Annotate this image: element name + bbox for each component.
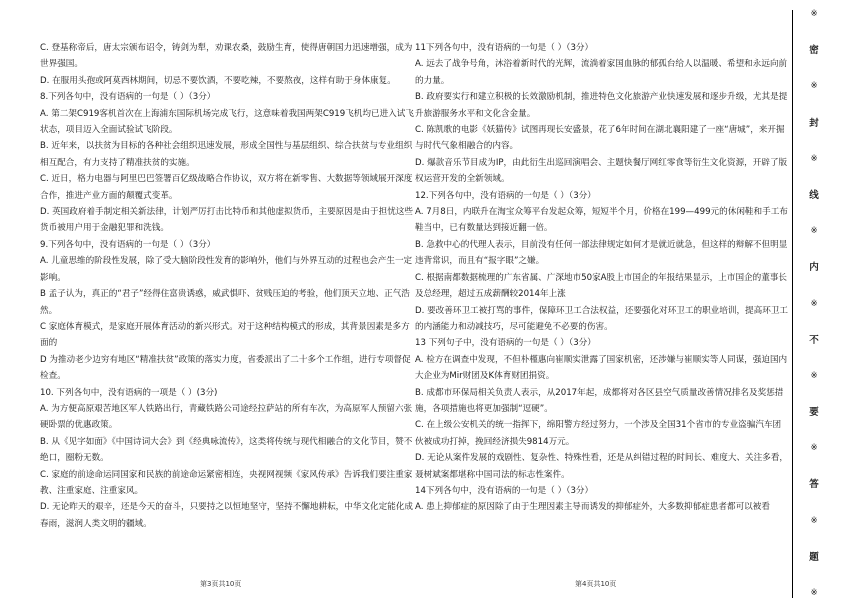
binding-char: 内 [809,262,819,274]
answer-option: A. 为方便高原艰苦地区军人铁路出行，青藏铁路公司途经拉萨站的所有车次，为高原军人预留六张硬卧票的优惠政策。 [40,403,413,431]
answer-option: B. 近年来，以扶贫为目标的各种社会组织迅速发展，形成全国性与基层组织、综合扶贫与专业组织相互配合，有力支持了精准扶贫的实施。 [40,141,413,168]
answer-option: B. 成都市环保局相关负责人表示，从2017年起，成都将对各区县空气质量改善情况排名及奖惩措施，各项措施也将更加强制“逗硬”。 [415,387,784,414]
answer-option: C. 根据南都数据梳理的广东省属、广深地市50家A股上市国企的年报结果显示，上市国企的董事长及总经理，超过五成薪酬较2014年上涨 [415,272,788,300]
question-stem: 13 下列句子中，没有语病的一句是（ ）（3分） [415,338,596,349]
binding-marker: ※ [810,443,818,454]
binding-marker: ※ [810,515,818,526]
answer-option: A. 患上抑郁症的原因除了由于生理因素主导而诱发的抑郁症外，大多数抑郁症患者都可以被看 [415,502,770,513]
binding-char: 密 [809,45,819,57]
answer-option: D. 要改善环卫工被打骂的事件，保障环卫工合法权益，还要强化对环卫工的职业培训，提高环卫工的内涵能力和动减技巧，尽可能避免不必要的伤害。 [415,305,789,332]
question-stem: 14下列各句中，没有语病的一句是（ ）（3分） [415,485,594,496]
binding-char: 要 [809,407,819,419]
answer-option: B. 政府要实行和建立积极的长效激励机制，推进特色文化旅游产业快速发展和逐步升级，尤其是提升旅游服务水平和文化含金量。 [415,92,788,119]
binding-margin [792,10,825,598]
binding-char: 题 [809,551,819,563]
binding-marker: ※ [810,370,818,381]
answer-option: D. 无论从案件发展的戏剧性、复杂性、特殊性看，还是从纠错过程的时间长、难度大、关注多看，聂树斌案都堪称中国司法的标志性案件。 [415,453,789,480]
binding-char: 线 [809,189,819,201]
question-stem: 11下列各句中，没有语病的一句是（ ）（3分） [415,43,594,53]
answer-option: C. 在上级公安机关的统一指挥下，绵阳警方经过努力，一个涉及全国31个省市的专业盗骗汽车团伙被成功打掉，挽回经济损失9814万元。 [415,420,782,447]
answer-option: C. 登基称帝后，唐太宗颁布诏令，铸剑为犁，劝课农桑，鼓励生育，使得唐朝国力迅速增强，成为世界强国。 [40,43,413,70]
answer-option: A. 检方在调查中发现，不但朴槿惠向崔顺实泄露了国家机密，还涉嫌与崔顺实等人同谋，强迫国内大企业为Mir财团及K体育财团捐资。 [415,354,788,382]
answer-option: C. 近日，格力电器与阿里巴巴签署百亿级战略合作协议，双方将在新零售、大数据等领域展开深度合作，推进产业方面的颠覆式变革。 [40,174,413,201]
binding-char: 答 [809,479,819,491]
page-number-right: 第4页共10页 [575,580,617,588]
answer-option: C. 陈凯歌的电影《妖猫传》试图再现长安盛景，花了6年时间在湖北襄阳建了一座“唐城”，来开掘与时代气象相融合的内容。 [415,125,785,152]
answer-option: A. 7月8日，内联升在淘宝众筹平台发起众筹，短短半个月，价格在199—499元的休闲鞋和手工布鞋当中，已有数量达到接近翻一倍。 [415,207,788,234]
answer-option: D. 在服用头孢或阿莫西林期间，切忌不要饮酒，不要吃辣，不要熬夜，这样有助于身体康复。 [40,75,396,86]
binding-char: 不 [809,334,819,346]
answer-option: C 家庭体育模式，是家庭开展体育活动的新兴形式。对于这种结构模式的形成，其背景因素是多方面的 [40,321,410,349]
binding-marker: ※ [810,153,818,164]
binding-seal-text [803,10,825,598]
answer-option: D. 无论昨天的艰辛，还是今天的奋斗，只要持之以恒地坚守，坚持不懈地耕耘，中华文化定能化成春雨，滋润人类文明的疆域。 [40,502,414,529]
answer-option: B. 急救中心的代理人表示，目前没有任何一部法律规定如何才是就近就急，但这样的辩解不但明显违背常识，而且有“报字眼”之嫌。 [415,239,788,267]
answer-option: D. 英国政府着手制定相关新法律，计划严厉打击比特币和其他虚拟货币，主要原因是由于担忧这些货币被用户用于金融犯罪和洗钱。 [40,207,414,234]
binding-marker: ※ [810,298,818,309]
answer-option: B 孟子认为，真正的“君子”经得住富贵诱惑，威武惧吓、贫贱压迫的考验，他们顶天立地、正气浩然。 [40,289,410,316]
binding-char: 封 [809,117,819,129]
binding-marker: ※ [810,81,818,92]
left-column [40,40,414,532]
question-stem: 12.下列各句中，没有语病的一句是（ ）（3分） [415,190,596,201]
question-stem: 10. 下列各句中，没有语病的一项是（ ）(3分) [40,387,218,398]
binding-marker: ※ [810,588,818,598]
answer-option: A. 儿童思维的阶段性发展，除了受大脑阶段性发育的影响外，他们与外界互动的过程也会产生一定影响。 [40,256,413,283]
page-number-left: 第3页共10页 [200,580,242,588]
question-stem: 9.下列各句中，没有语病的一句是（ ）（3分） [40,239,216,250]
question-stem: 8.下列各句中，没有语病的一句是（ ）（3分） [40,92,216,103]
binding-marker: ※ [810,9,818,19]
binding-marker: ※ [810,226,818,237]
answer-option: C. 家庭的前途命运同国家和民族的前途命运紧密相连，央视网视频《家风传承》告诉我们要注重家教、注重家庭、注重家风。 [40,469,413,496]
answer-option: D. 爆款音乐节目成为IP，由此衍生出巡回演唱会、主题快餐厅网红零食等衍生文化资源，开辟了版权运营开发的全新领域。 [415,157,788,185]
answer-option: B. 从《见字如面》《中国诗词大会》到《经典咏流传》，这类将传统与现代相融合的文化节目，赞不绝口，圈粉无数。 [40,436,413,464]
right-column [415,40,789,516]
answer-option: A. 第二架C919客机首次在上海浦东国际机场完成飞行，这意味着我国两架C919飞机均已进入试飞状态，项目迈入全面试验试飞阶段。 [40,108,414,136]
answer-option: A. 远去了战争号角，沐浴着新时代的光辉，流淌着家国血脉的郁孤台给人以温暖、希望和永远向前的力量。 [415,59,788,86]
answer-option: D 为推动老少边穷有地区“精准扶贫”政策的落实力度，省委派出了二十多个工作组，进行专项督促检查。 [40,354,411,382]
